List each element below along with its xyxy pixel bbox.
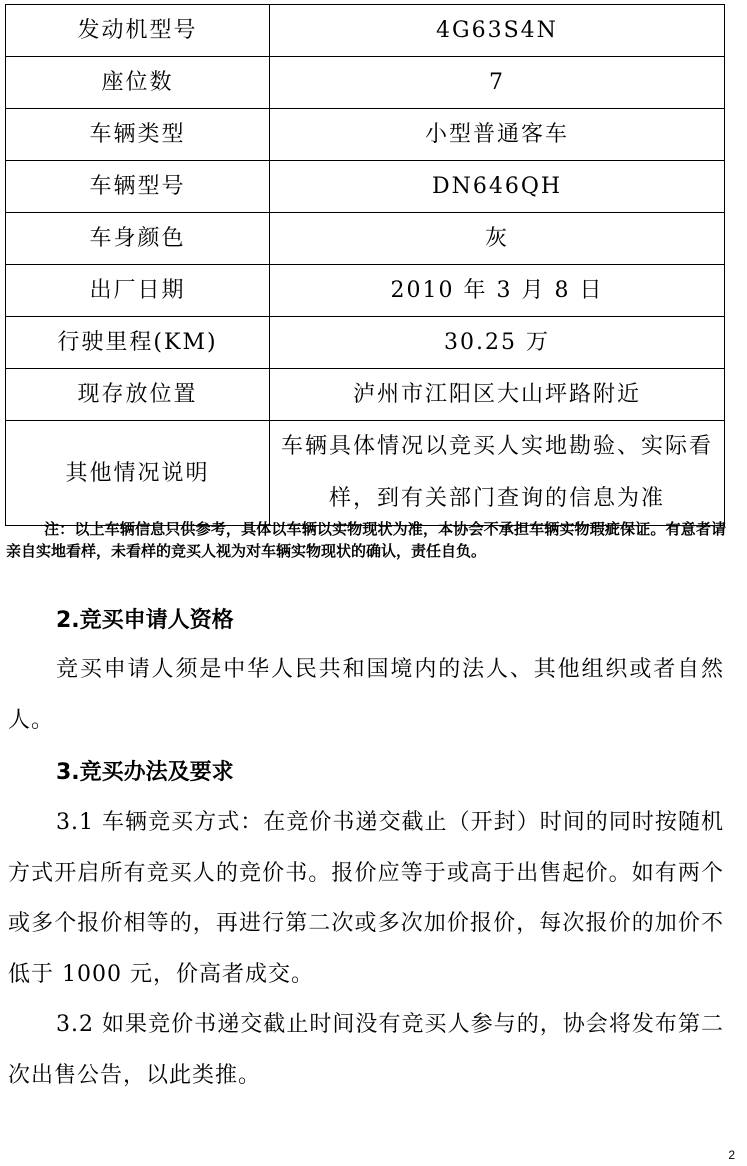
table-row (6, 161, 725, 213)
table-row (6, 421, 725, 526)
row-key: 座位数 (6, 57, 270, 109)
row-value: 4G63S4N (270, 5, 725, 57)
table-row (6, 57, 725, 109)
section-2-paragraph: 竞买申请人须是中华人民共和国境内的法人、其他组织或者自然人。 (8, 657, 724, 733)
row-value: DN646QH (270, 161, 725, 213)
row-key: 行驶里程(KM) (6, 317, 270, 369)
row-key: 车身颜色 (6, 213, 270, 265)
table-row (6, 109, 725, 161)
section-3-paragraph-2: 3.2 如果竞价书递交截止时间没有竞买人参与的，协会将发布第二次出售公告，以此类推。 (8, 1012, 724, 1088)
row-key: 其他情况说明 (6, 421, 270, 526)
row-key: 车辆型号 (6, 161, 270, 213)
section-2-heading: 2.竞买申请人资格 (56, 608, 234, 633)
row-key: 车辆类型 (6, 109, 270, 161)
section-3-paragraph-1: 3.1 车辆竞买方式：在竞价书递交截止（开封）时间的同时按随机方式开启所有竞买人的竞价书。报价应等于或高于出售起价。如有两个或多个报价相等的，再进行第二次或多次加价报价，每次报价的加价不低于 1000 元，价高者成交。 (8, 810, 724, 987)
row-value: 7 (270, 57, 725, 109)
row-value: 2010 年 3 月 8 日 (270, 265, 725, 317)
disclaimer-note: 注：以上车辆信息只供参考，具体以车辆以实物现状为准，本协会不承担车辆实物瑕疵保证。有意者请亲自实地看样，未看样的竞买人视为对车辆实物现状的确认，责任自负。 (6, 520, 726, 560)
row-value: 泸州市江阳区大山坪路附近 (270, 369, 725, 421)
row-value: 小型普通客车 (270, 109, 725, 161)
table-row (6, 317, 725, 369)
section-3-heading: 3.竞买办法及要求 (56, 760, 234, 785)
table-row (6, 5, 725, 57)
table-row (6, 265, 725, 317)
row-key: 发动机型号 (6, 5, 270, 57)
page-number: 2 (728, 1148, 735, 1162)
row-value: 车辆具体情况以竞买人实地勘验、实际看样，到有关部门查询的信息为准 (270, 421, 725, 526)
vehicle-info-table (5, 4, 725, 526)
table-row (6, 213, 725, 265)
table-row (6, 369, 725, 421)
row-key: 出厂日期 (6, 265, 270, 317)
row-value: 灰 (270, 213, 725, 265)
row-value: 30.25 万 (270, 317, 725, 369)
row-key: 现存放位置 (6, 369, 270, 421)
